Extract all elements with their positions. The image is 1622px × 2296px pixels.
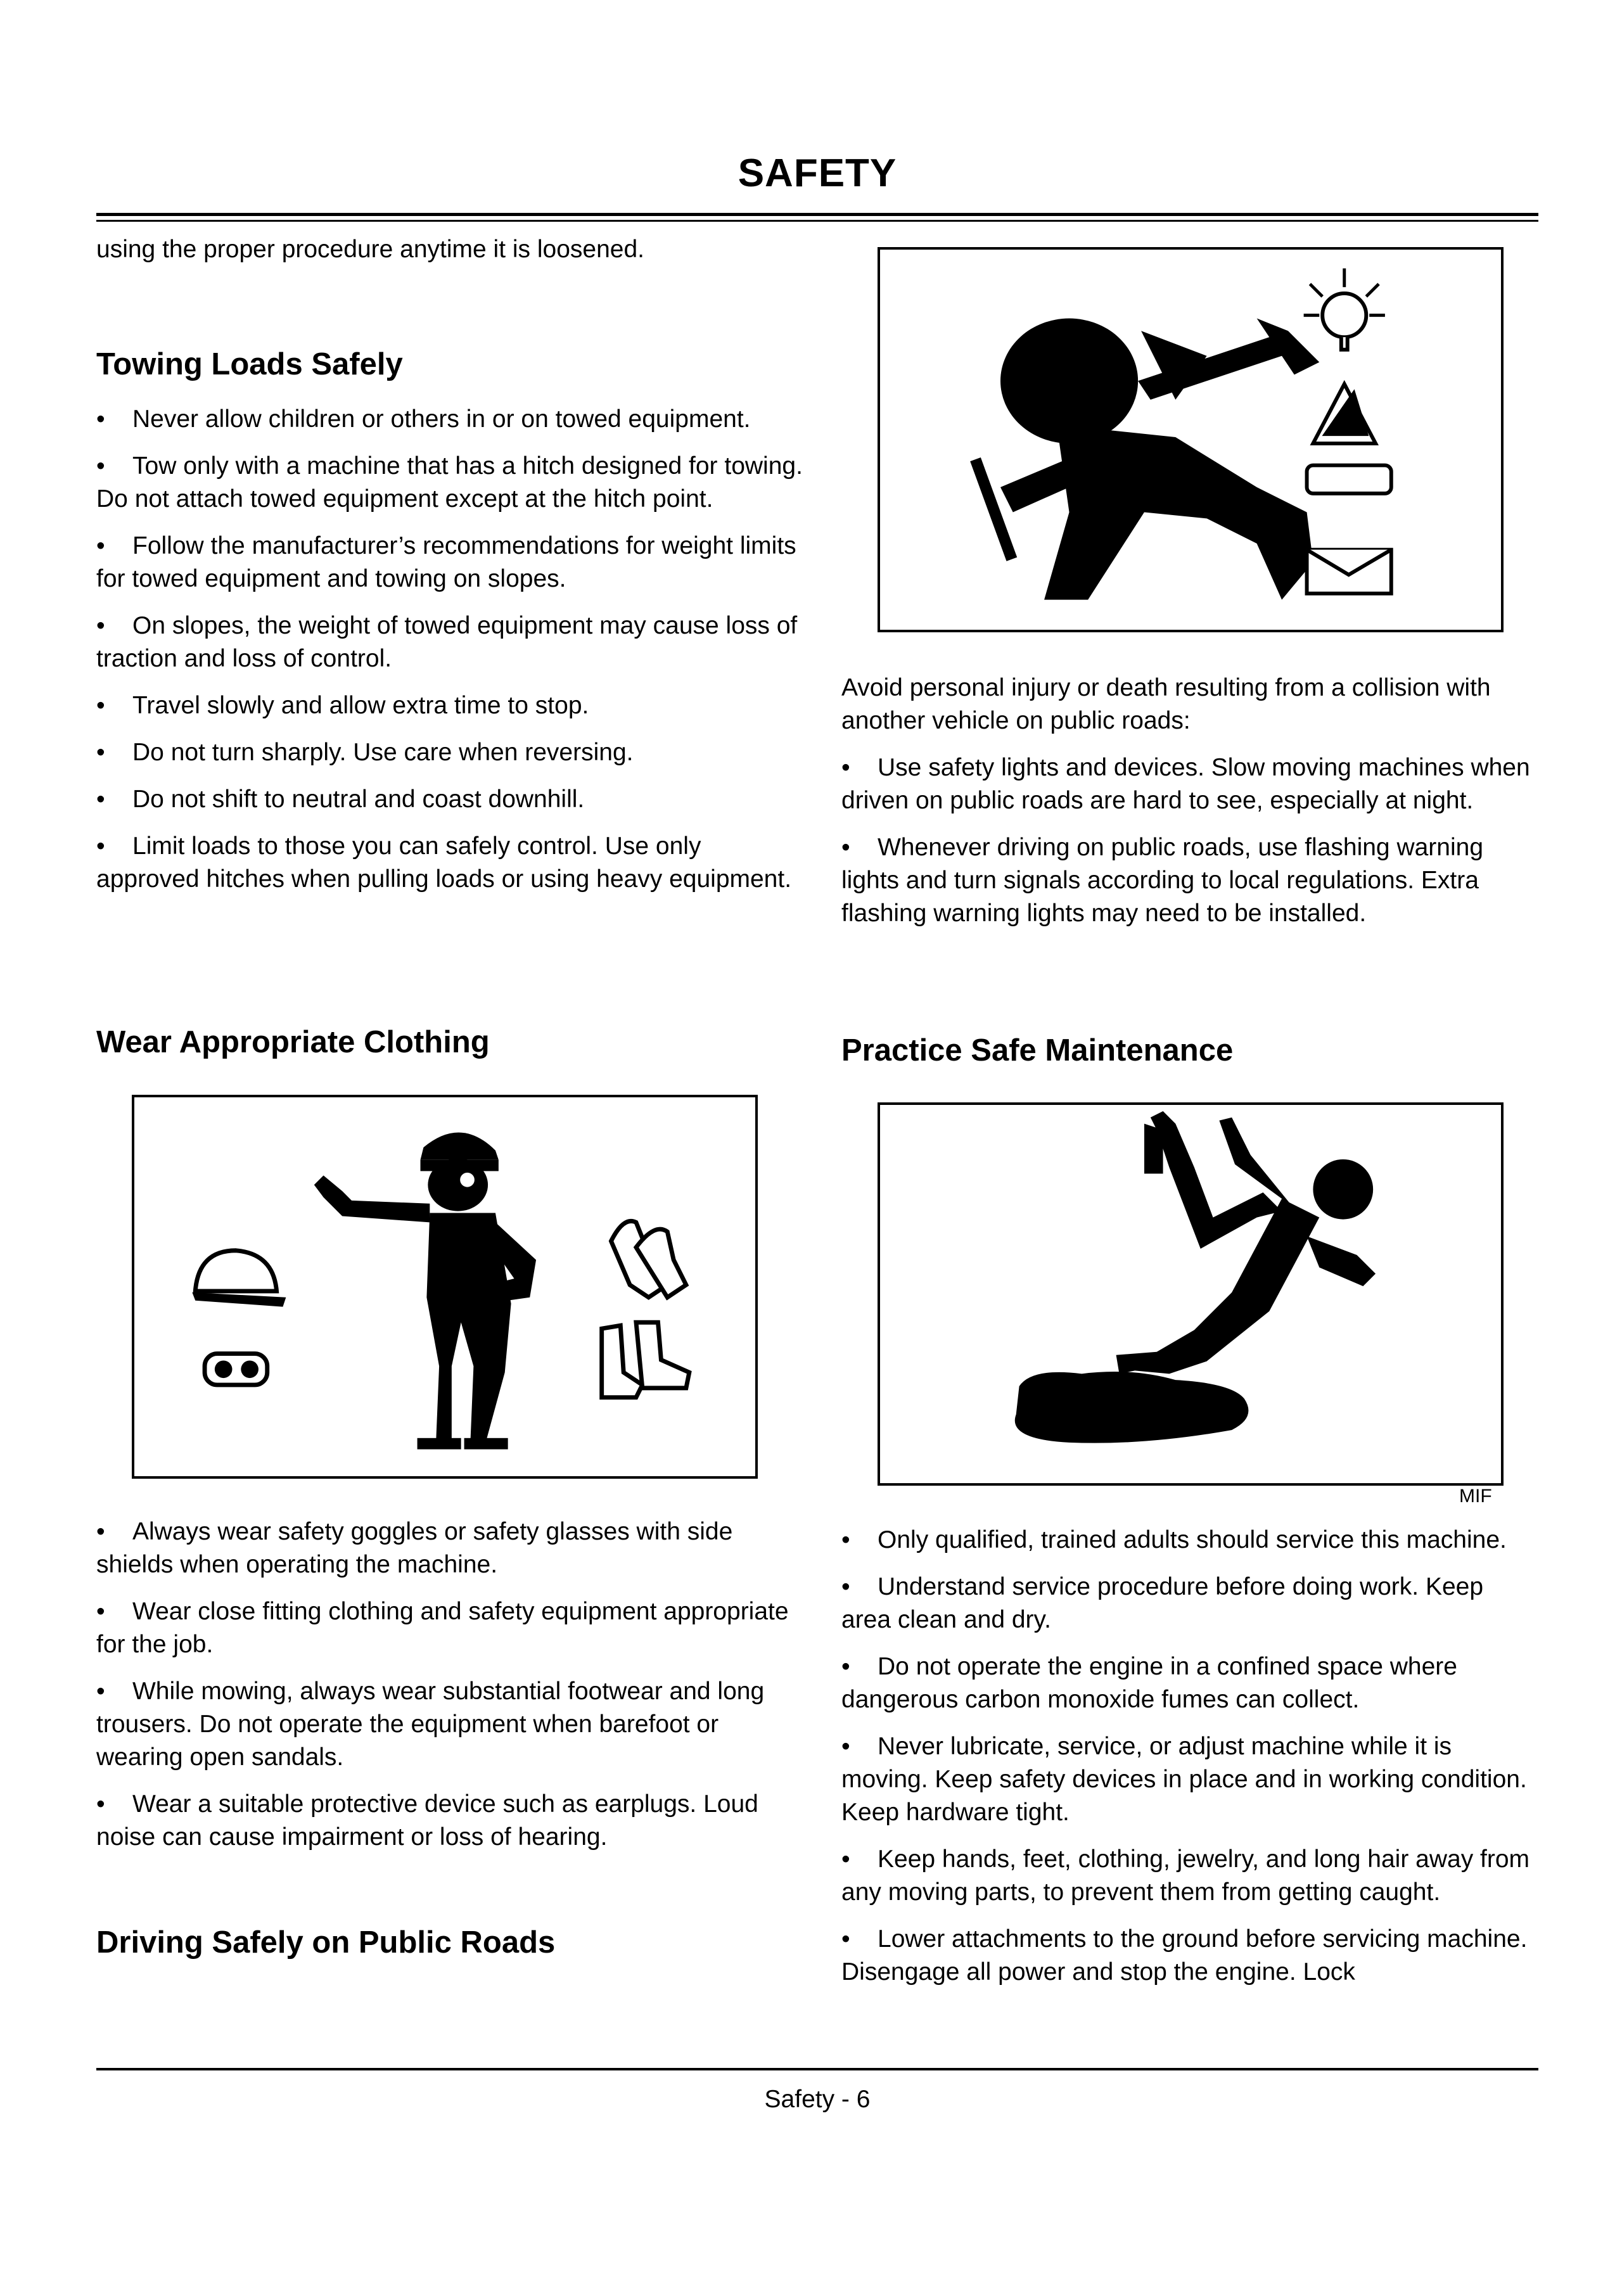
bullet-glyph: • <box>96 452 105 480</box>
roads-text <box>841 672 1538 944</box>
list-item: • Do not turn sharply. Use care when reversing. <box>96 736 806 769</box>
bullet-glyph: • <box>841 1526 850 1553</box>
list-item: • Tow only with a machine that has a hitch designed for towing. Do not attach towed equipment except at the hitch point. <box>96 450 806 516</box>
clothing-section <box>96 1023 806 1061</box>
list-item: • Wear close fitting clothing and safety equipment appropriate for the job. <box>96 1595 806 1661</box>
bullet-glyph: • <box>841 1573 850 1600</box>
list-item: • Whenever driving on public roads, use flashing warning lights and turn signals according to local regulations. Extra flashing warning lights may need to be installed. <box>841 831 1538 930</box>
list-item: • On slopes, the weight of towed equipment may cause loss of traction and loss of control. <box>96 609 806 675</box>
list-item: • While mowing, always wear substantial footwear and long trousers. Do not operate the equipment when barefoot or wearing open sandals. <box>96 1675 806 1774</box>
page-number: Safety - 6 <box>764 2086 871 2113</box>
bullet-glyph: • <box>841 1925 850 1953</box>
bullet-glyph: • <box>96 1678 105 1705</box>
list-item: • Keep hands, feet, clothing, jewelry, and long hair away from any moving parts, to prevent them from getting caught. <box>841 1843 1538 1909</box>
public-roads-illustration <box>880 250 1501 630</box>
bullet-glyph: • <box>96 786 105 813</box>
maintenance-figure <box>878 1102 1504 1486</box>
list-item: • Only qualified, trained adults should service this machine. <box>841 1524 1538 1557</box>
list-item: • Lower attachments to the ground before servicing machine. Disengage all power and stop the engine. Lock <box>841 1923 1538 1989</box>
list-item: • Understand service procedure before doing work. Keep area clean and dry. <box>841 1571 1538 1636</box>
intro-text: using the proper procedure anytime it is loosened. <box>96 236 645 263</box>
maintenance-heading: Practice Safe Maintenance <box>841 1033 1234 1068</box>
page-title: SAFETY <box>738 151 897 195</box>
list-item: • Wear a suitable protective device such as earplugs. Loud noise can cause impairment or loss of hearing. <box>96 1788 806 1854</box>
list-item: • Do not shift to neutral and coast downhill. <box>96 783 806 816</box>
clothing-figure <box>132 1095 758 1479</box>
bullet-glyph: • <box>96 532 105 559</box>
maintenance-bullets <box>841 1524 1538 2003</box>
bullet-glyph: • <box>96 832 105 860</box>
roads-figure <box>878 247 1504 632</box>
left-column <box>96 233 806 266</box>
header-rule-top <box>96 213 1538 216</box>
clothing-heading: Wear Appropriate Clothing <box>96 1025 490 1059</box>
bullet-glyph: • <box>96 1790 105 1818</box>
list-item: • Follow the manufacturer’s recommendations for weight limits for towed equipment and towing on slopes. <box>96 530 806 596</box>
roads-section <box>96 1923 806 1961</box>
list-item: • Never allow children or others in or on towed equipment. <box>96 403 806 436</box>
bullet-glyph: • <box>841 1733 850 1760</box>
bullet-glyph: • <box>96 692 105 719</box>
bullet-glyph: • <box>96 1518 105 1545</box>
bullet-glyph: • <box>841 754 850 781</box>
bullet-glyph: • <box>96 405 105 433</box>
bullet-glyph: • <box>96 612 105 639</box>
maintenance-section <box>841 1031 1538 1069</box>
bullet-glyph: • <box>841 834 850 861</box>
protective-clothing-illustration <box>134 1097 755 1476</box>
header-rule-bottom <box>96 220 1538 222</box>
list-item: • Travel slowly and allow extra time to stop. <box>96 689 806 722</box>
list-item: • Use safety lights and devices. Slow moving machines when driven on public roads are hard to see, especially at night. <box>841 751 1538 817</box>
footer-rule <box>96 2068 1538 2070</box>
list-item: • Limit loads to those you can safely control. Use only approved hitches when pulling loads or using heavy equipment. <box>96 830 806 896</box>
bullet-glyph: • <box>96 1598 105 1625</box>
towing-section <box>96 345 806 383</box>
roads-heading: Driving Safely on Public Roads <box>96 1925 556 1960</box>
figure-code-label: MIF <box>1459 1486 1492 1507</box>
list-item: • Always wear safety goggles or safety glasses with side shields when operating the machine. <box>96 1515 806 1581</box>
bullet-glyph: • <box>841 1846 850 1873</box>
towing-bullets <box>96 403 806 910</box>
list-item: • Never lubricate, service, or adjust machine while it is moving. Keep safety devices in place and in working condition. Keep hardware tight. <box>841 1730 1538 1829</box>
roads-intro: Avoid personal injury or death resulting from a collision with another vehicle on public roads: <box>841 674 1491 734</box>
clothing-bullets <box>96 1515 806 1868</box>
bullet-glyph: • <box>96 739 105 766</box>
slip-hazard-illustration <box>880 1105 1501 1483</box>
towing-heading: Towing Loads Safely <box>96 347 403 381</box>
bullet-glyph: • <box>841 1653 850 1680</box>
list-item: • Do not operate the engine in a confined space where dangerous carbon monoxide fumes can collect. <box>841 1650 1538 1716</box>
